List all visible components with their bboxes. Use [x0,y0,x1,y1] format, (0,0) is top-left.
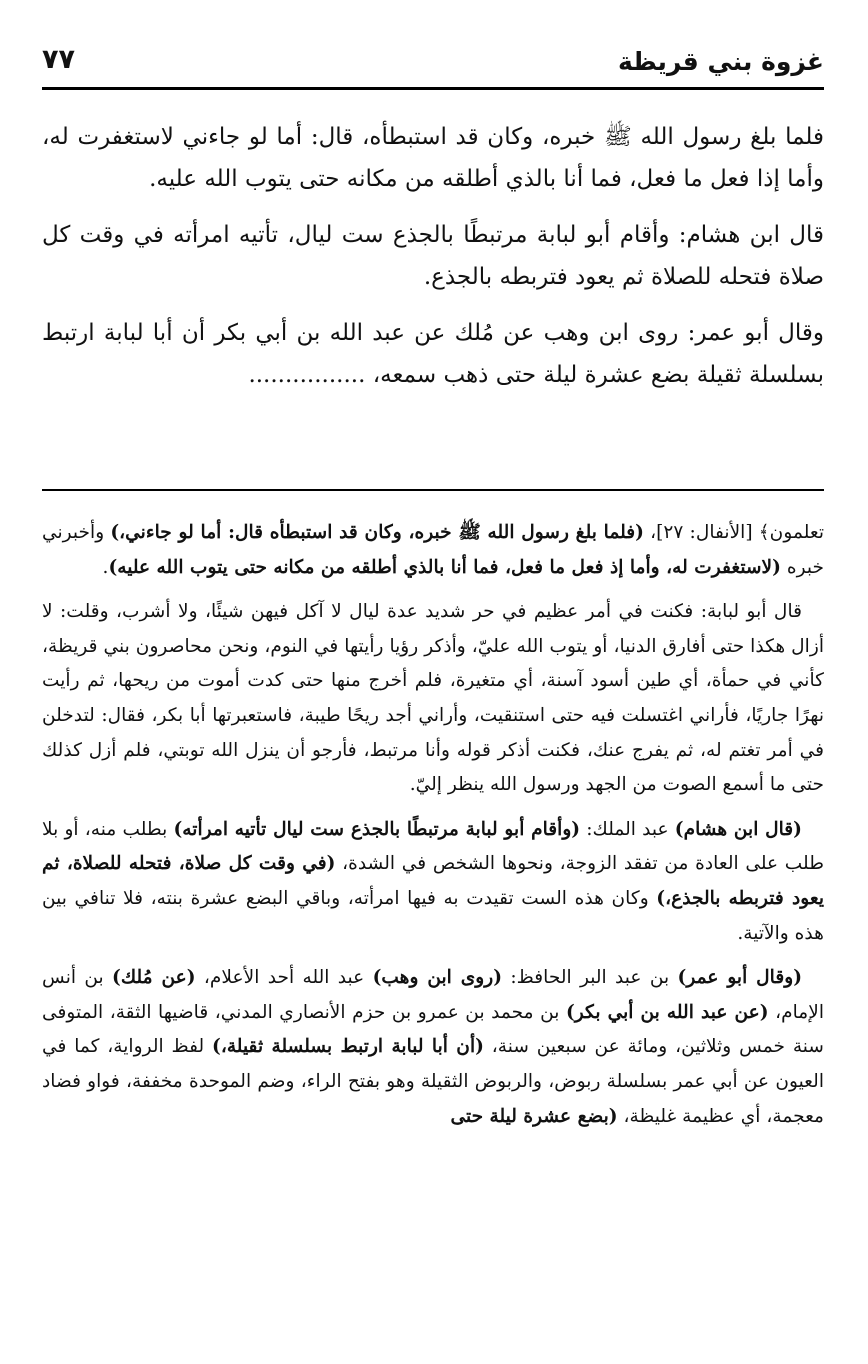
main-paragraph-3 [42,312,824,396]
commentary-paragraph-1 [42,516,824,585]
commentary-paragraph-3 [42,813,824,951]
c3-run-4: (في وقت كل صلاة، فتحله للصلاة، ثم يعود فتربطه بالجذع،) [42,853,825,909]
commentary-paragraph-4 [42,961,824,1134]
commentary-paragraph-2 [42,595,824,803]
c1-run-4: . [102,556,109,578]
c3-run-1: عبد الملك: [580,818,675,840]
main-paragraph-2: قال ابن هشام: وأقام أبو لبابة مرتبطًا بالجذع ست ليال، تأتيه امرأته في وقت كل صلاة فتحله للصلاة ثم يعود فتربطه بالجذع. [42,222,824,290]
c2-run-0: قال أبو لبابة: فكنت في أمر عظيم في حر شديد عدة ليال لا آكل فيهن شيئًا، ولا أشرب، وقلت: لا أزال هكذا حتى أفارق الدنيا، أو يتوب الله عليّ، وأذكر رؤيا رأيتها في النوم، ونحن محاصرون بني قريظة، كأني في حمأة، أي طين أسود آسنة، أي متغيرة، فلم أخرج منها حتى كدت أموت من ريحها، ثم رأيت نهرًا جاريًا، فأراني اغتسلت فيه حتى استنقيت، وأراني أجد ريحًا طيبة، فاستعبرتها أبا بكر، فقال: لتدخلن في أمر تغتم له، ثم يفرج عنك، فكنت أذكر قوله وأنا مرتبط، فأرجو أن ينزل الله توبتي، فلم أزل كذلك حتى ما أسمع الصوت من الجهد ورسول الله ينظر إليّ. [42,601,824,796]
page-header [42,38,824,90]
c3-run-2: (وأقام أبو لبابة مرتبطًا بالجذع ست ليال تأتيه امرأته) [173,818,581,840]
c4-run-10: (بضع عشرة ليلة حتى [450,1105,618,1127]
c4-run-5: بن أنس الإمام، [42,967,824,1023]
running-title: غزوة بني قريظة [617,47,824,76]
header-rule [42,87,824,90]
ellipsis-dots: ................ [248,362,366,388]
c1-run-1: (فلما بلغ رسول الله ﷺ خبره، وكان قد استبطأه قال: أما لو جاءني،) [110,522,644,543]
c4-run-2: (روى ابن وهب) [372,967,503,989]
c4-run-4: (عن مُلك) [112,967,196,989]
c4-run-9: لفظ الرواية، كما في العيون عن أبي عمر بسلسلة ربوض، والربوض الثقيلة وهو بفتح الراء، وضم الموحدة مخففة، فواو فضاد معجمة، أي عظيمة غليظة، [42,1036,824,1127]
c1-run-0: تعلمون﴾ [الأنفال: ٢٧]، [643,522,824,543]
main-paragraph-3-text: وقال أبو عمر: روى ابن وهب عن مُلك عن عبد الله بن أبي بكر أن أبا لبابة ارتبط بسلسلة ثقيلة بضع عشرة ليلة حتى ذهب سمعه، [42,320,824,388]
main-paragraph-1: فلما بلغ رسول الله ﷺ خبره، وكان قد استبطأه، قال: أما لو جاءني لاستغفرت له، وأما إذا فعل ما فعل، فما أنا بالذي أطلقه من مكانه حتى يتوب الله عليه. [42,124,824,192]
c4-run-7: بن محمد بن عمرو بن حزم الأنصاري المدني، قاضيها الثقة، المتوفى سنة خمس وثلاثين، ومائة عن سبعين سنة، [42,1001,824,1058]
c1-run-2: وأخبرني خبره [42,522,824,578]
c4-run-1: بن عبد البر الحافظ: [502,967,678,989]
main-text [42,116,824,410]
c4-run-3: عبد الله أحد الأعلام، [195,967,373,989]
c3-run-0: (قال ابن هشام) [674,818,802,840]
c4-run-6: (عن عبد الله بن أبي بكر) [566,1001,769,1023]
c1-run-3: (لاستغفرت له، وأما إذ فعل ما فعل، فما أنا بالذي أطلقه من مكانه حتى يتوب الله عليه) [108,556,781,578]
page-number: ٧٧ [42,44,75,75]
c4-run-8: (أن أبا لبابة ارتبط بسلسلة ثقيلة،) [212,1036,484,1058]
commentary [42,516,824,1144]
footnote-rule [42,489,824,491]
c4-run-0: (وقال أبو عمر) [677,967,802,989]
c3-run-5: وكان هذه الست تقيدت به فيها امرأته، وباقي البضع عشرة بنته، فلا تنافي بين هذه والآتية. [42,887,824,944]
c3-run-3: بطلب منه، أو بلا طلب على العادة من تفقد الزوجة، ونحوها الشخص في الشدة، [42,818,825,875]
